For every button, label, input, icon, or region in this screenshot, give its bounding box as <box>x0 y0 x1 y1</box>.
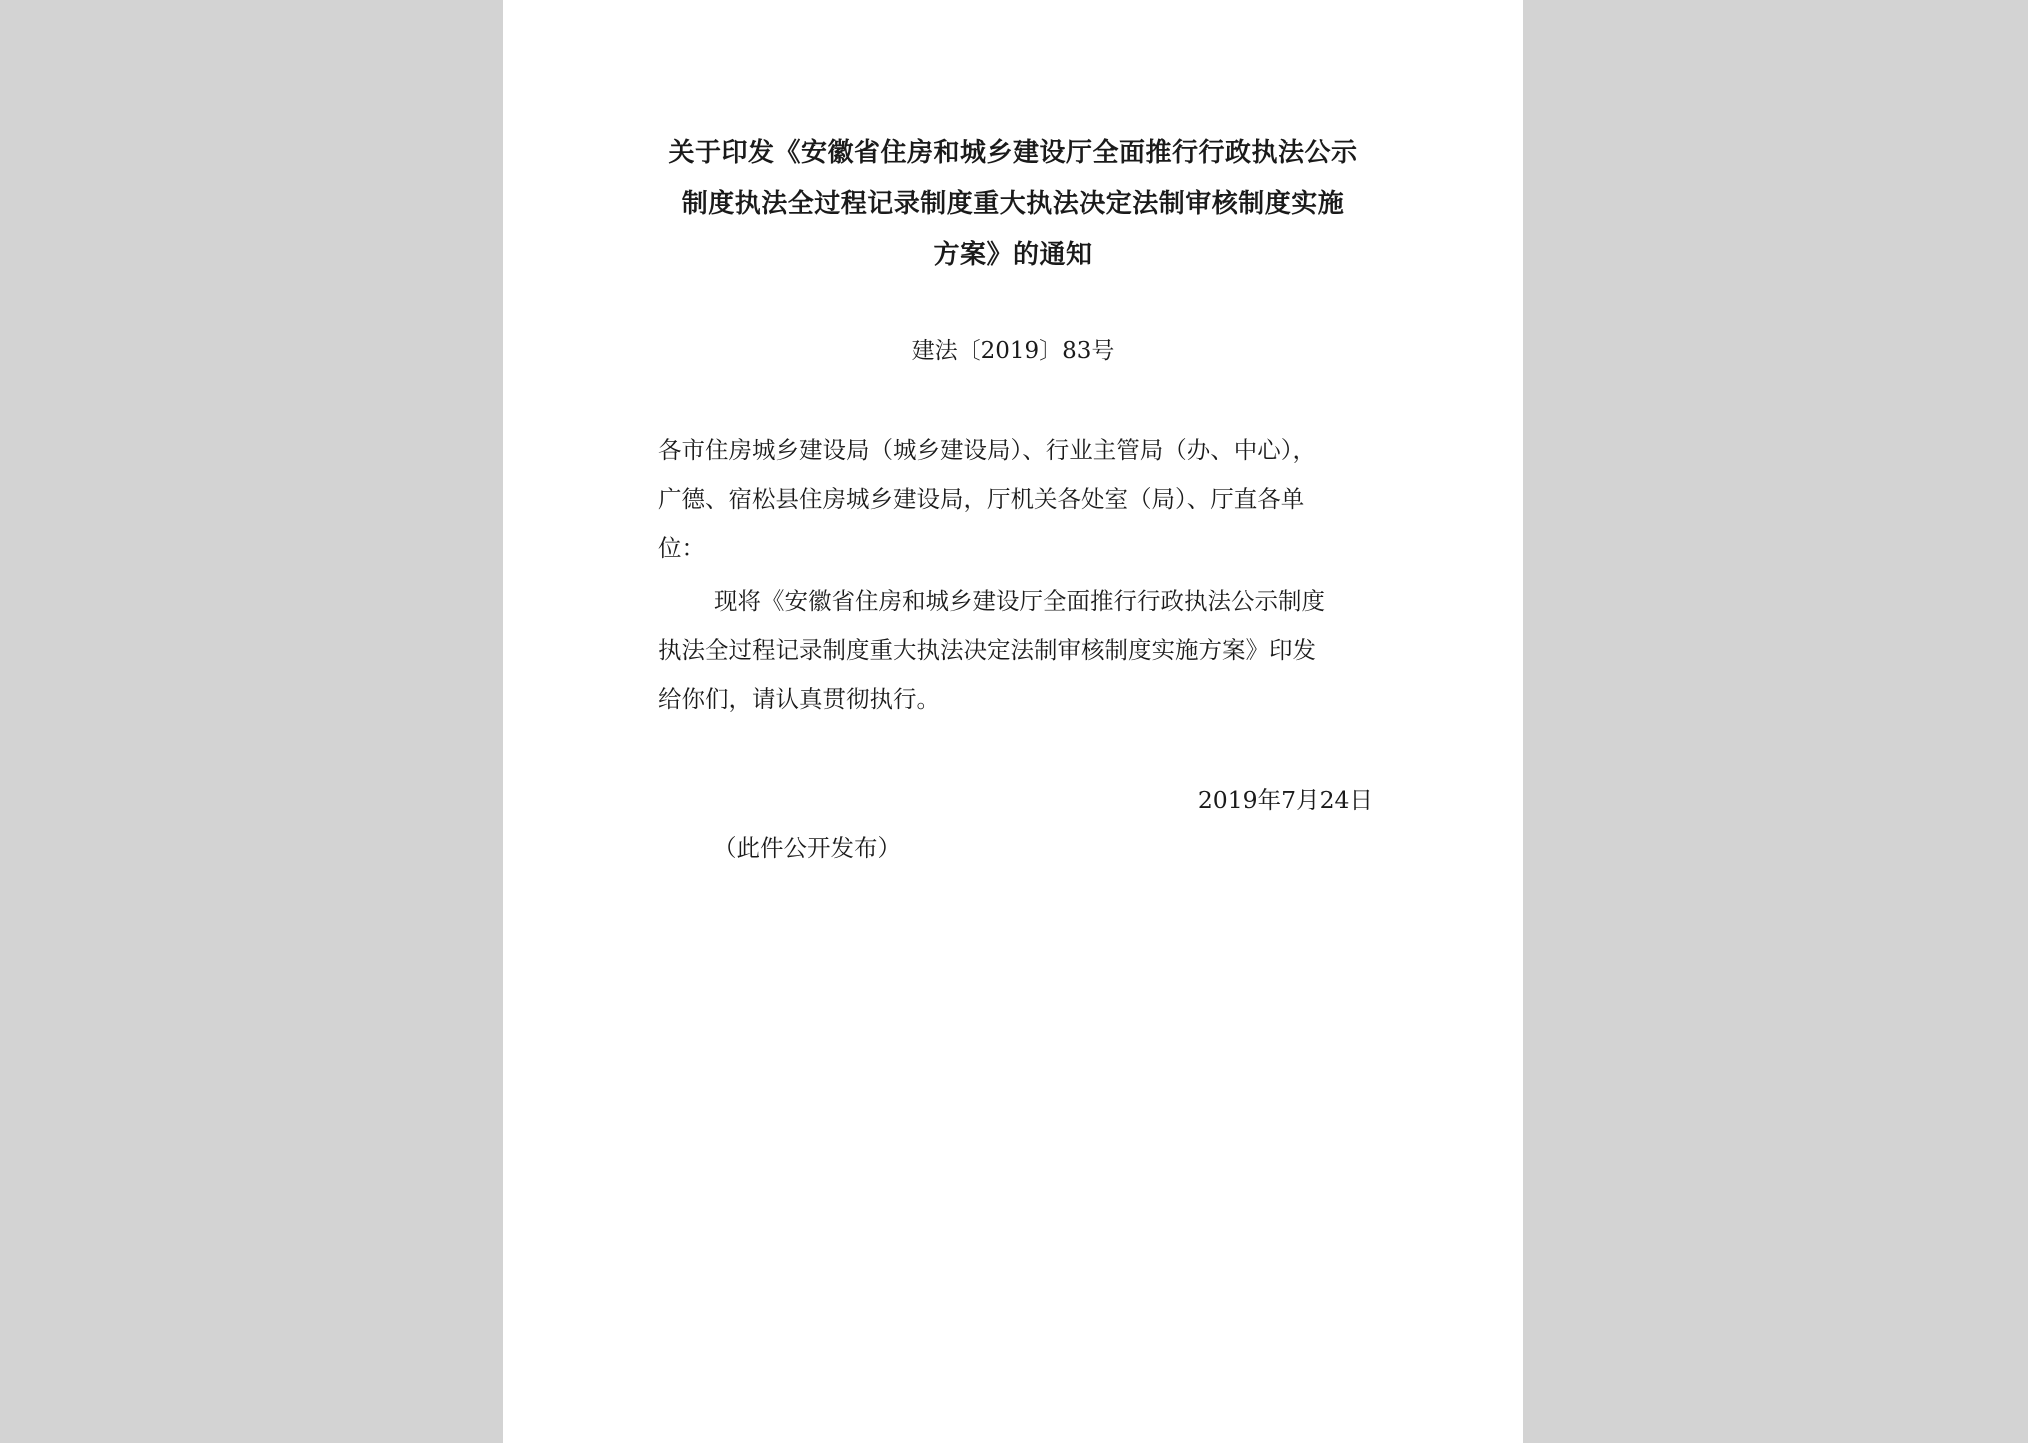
recipients-paragraph <box>658 426 1373 573</box>
document-page <box>503 0 1523 1443</box>
recipients-line: 广德、宿松县住房城乡建设局，厅机关各处室（局）、厅直各单 <box>658 485 1305 513</box>
recipients-line: 各市住房城乡建设局（城乡建设局）、行业主管局（办、中心）， <box>658 436 1316 464</box>
issue-date: 2019年7月24日 <box>1197 786 1373 814</box>
title-line: 方案》的通知 <box>933 240 1093 270</box>
body-paragraph <box>658 577 1373 724</box>
document-title <box>653 128 1373 281</box>
body-line: 执法全过程记录制度重大执法决定法制审核制度实施方案》印发 <box>658 636 1316 664</box>
title-line: 制度执法全过程记录制度重大执法决定法制审核制度实施 <box>681 189 1345 219</box>
title-line: 关于印发《安徽省住房和城乡建设厅全面推行行政执法公示 <box>668 138 1358 168</box>
document-number: 建法〔2019〕83号 <box>911 338 1115 364</box>
publication-note: （此件公开发布） <box>713 834 901 862</box>
body-line: 现将《安徽省住房和城乡建设厅全面推行行政执法公示制度 <box>714 587 1325 615</box>
recipients-line: 位： <box>658 534 705 562</box>
body-line: 给你们，请认真贯彻执行。 <box>658 685 940 713</box>
